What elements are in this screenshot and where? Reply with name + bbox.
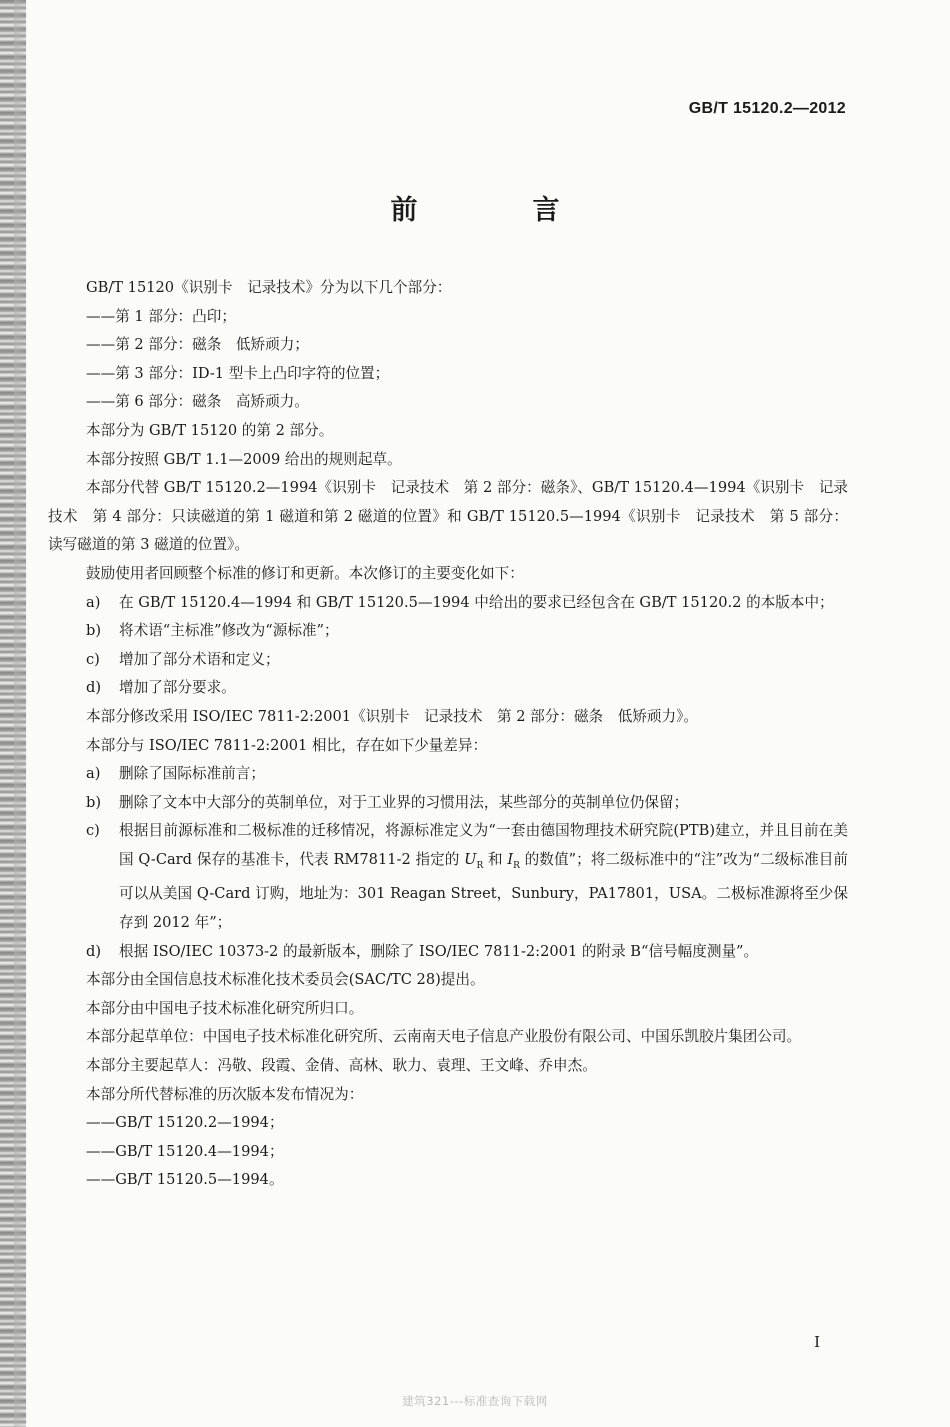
history-list-item: ——GB/T 15120.4—1994；	[86, 1142, 284, 1160]
history-intro-paragraph: 本部分所代替标准的历次版本发布情况为：	[86, 1085, 364, 1103]
difference-item	[48, 760, 848, 789]
item-text: 删除了国际标准前言；	[119, 765, 265, 783]
page-number: I	[814, 1333, 820, 1351]
difference-item	[48, 789, 848, 818]
replaces-paragraph: 本部分代替 GB/T 15120.2—1994《识别卡 记录技术 第 2 部分：磁条》、GB/T 15120.4—1994《识别卡 记录技术 第 4 部分：只读磁道的第 1 磁道和第 2 磁道的位置》和 GB/T 15120.5—1994《识别卡 记录技术 第 5 部分：读写磁道的第 3 磁道的位置》。	[48, 479, 848, 554]
change-item	[48, 646, 848, 675]
drafting-units-paragraph: 本部分起草单位：中国电子技术标准化研究所、云南南天电子信息产业股份有限公司、中国乐凯胶片集团公司。	[86, 1028, 802, 1046]
proposed-by-paragraph: 本部分由全国信息技术标准化技术委员会(SAC/TC 28)提出。	[86, 971, 485, 989]
this-part-paragraph: 本部分为 GB/T 15120 的第 2 部分。	[86, 421, 334, 439]
item-marker: b)	[86, 793, 102, 811]
item-marker: c)	[86, 650, 100, 668]
watermark: 建筑321---标准查询下载网	[402, 1394, 548, 1408]
drafters-paragraph: 本部分主要起草人：冯敬、段霞、金倩、高林、耿力、袁理、王文峰、乔申杰。	[86, 1056, 597, 1074]
change-item	[48, 589, 848, 618]
foreword-body	[48, 274, 848, 1195]
history-list-item: ——GB/T 15120.2—1994；	[86, 1114, 284, 1132]
change-item	[48, 674, 848, 703]
drafting-rules-paragraph: 本部分按照 GB/T 1.1—2009 给出的规则起草。	[86, 450, 402, 468]
intro-paragraph: GB/T 15120《识别卡 记录技术》分为以下几个部分：	[86, 279, 452, 296]
item-marker: c)	[86, 822, 100, 840]
change-item	[48, 617, 848, 646]
item-marker: b)	[86, 622, 102, 640]
part-list-item: ——第 3 部分：ID-1 型卡上凸印字符的位置；	[86, 364, 390, 382]
standard-code: GB/T 15120.2—2012	[688, 100, 846, 117]
difference-item	[48, 817, 848, 937]
changes-intro-paragraph: 鼓励使用者回顾整个标准的修订和更新。本次修订的主要变化如下：	[86, 564, 524, 582]
part-list-item: ——第 2 部分：磁条 低矫顽力；	[86, 336, 309, 354]
part-list-item: ——第 1 部分：凸印；	[86, 307, 236, 325]
item-marker: a)	[86, 593, 101, 611]
part-list-item: ——第 6 部分：磁条 高矫顽力。	[86, 393, 309, 411]
attributed-to-paragraph: 本部分由中国电子技术标准化研究所归口。	[86, 999, 364, 1017]
item-text: 增加了部分要求。	[119, 679, 236, 697]
item-text: 删除了文本中大部分的英制单位，对于工业界的习惯用法，某些部分的英制单位仍保留；	[119, 793, 689, 811]
item-text: 根据目前源标准和二极标准的迁移情况，将源标准定义为“一套由德国物理技术研究院(PTB)建立，并且目前在美国 Q-Card 保存的基准卡，代表 RM7811-2 指定的 $U_R$ 和 $I_R$ 的数值”；将二级标准中的“注”改为“二级标准目前可以从美国 Q-Card 订购，地址为：301 Reagan Street，Sunbury，PA17801，USA。二极标准源将至少保存到 2012 年”；	[119, 822, 849, 931]
item-text: 增加了部分术语和定义；	[119, 650, 280, 668]
item-text: 将术语“主标准”修改为“源标准”；	[119, 622, 339, 640]
page-title: 前 言	[390, 195, 604, 226]
item-marker: d)	[86, 679, 102, 697]
differences-intro-paragraph: 本部分与 ISO/IEC 7811-2:2001 相比，存在如下少量差异：	[86, 736, 488, 754]
history-list-item: ——GB/T 15120.5—1994。	[86, 1171, 284, 1189]
difference-item	[48, 938, 848, 967]
item-marker: a)	[86, 765, 101, 783]
item-marker: d)	[86, 942, 102, 960]
item-text: 在 GB/T 15120.4—1994 和 GB/T 15120.5—1994 中给出的要求已经包含在 GB/T 15120.2 的本版本中；	[119, 593, 834, 611]
item-text: 根据 ISO/IEC 10373-2 的最新版本，删除了 ISO/IEC 7811-2:2001 的附录 B“信号幅度测量”。	[119, 942, 759, 960]
adoption-paragraph: 本部分修改采用 ISO/IEC 7811-2:2001《识别卡 记录技术 第 2 部分：磁条 低矫顽力》。	[86, 707, 698, 725]
